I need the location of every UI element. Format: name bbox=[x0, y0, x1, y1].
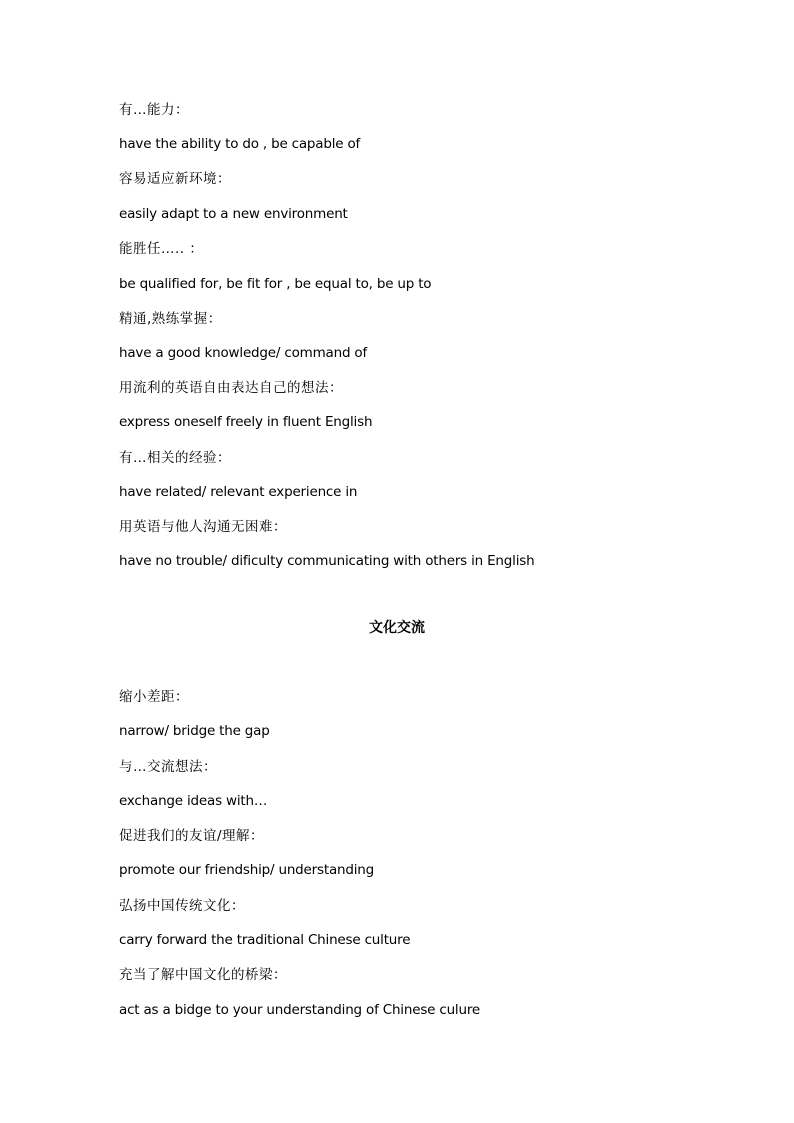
section-heading: 文化交流 bbox=[369, 620, 425, 636]
phrase-zh: 弘扬中国传统文化： bbox=[119, 898, 245, 914]
phrase-en: narrow/ bridge the gap bbox=[119, 723, 270, 739]
phrase-zh: 精通,熟练掌握： bbox=[119, 311, 222, 327]
phrase-zh: 充当了解中国文化的桥梁： bbox=[119, 967, 287, 983]
phrase-zh: 促进我们的友谊/理解： bbox=[119, 828, 265, 844]
phrase-en: be qualified for, be fit for , be equal to, be up to bbox=[119, 276, 432, 292]
phrase-en: exchange ideas with… bbox=[119, 793, 268, 809]
phrase-en: act as a bidge to your understanding of Chinese culure bbox=[119, 1002, 480, 1018]
phrase-zh: 缩小差距： bbox=[119, 689, 189, 705]
phrase-en: promote our friendship/ understanding bbox=[119, 862, 375, 878]
phrase-en: carry forward the traditional Chinese culture bbox=[119, 932, 411, 948]
phrase-zh: 与…交流想法： bbox=[119, 759, 217, 775]
phrase-zh: 有…能力： bbox=[119, 102, 189, 118]
phrase-en: have the ability to do , be capable of bbox=[119, 136, 361, 152]
phrase-zh: 用英语与他人沟通无困难： bbox=[119, 519, 287, 535]
phrase-en: easily adapt to a new environment bbox=[119, 206, 348, 222]
phrase-zh: 有…相关的经验： bbox=[119, 450, 231, 466]
phrase-en: have related/ relevant experience in bbox=[119, 484, 358, 500]
phrase-zh: 容易适应新环境： bbox=[119, 171, 231, 187]
phrase-en: have a good knowledge/ command of bbox=[119, 345, 368, 361]
phrase-zh: 用流利的英语自由表达自己的想法： bbox=[119, 380, 343, 396]
phrase-zh: 能胜任….. ： bbox=[119, 241, 204, 257]
phrase-en: express oneself freely in fluent English bbox=[119, 414, 373, 430]
phrase-en: have no trouble/ dificulty communicating with others in English bbox=[119, 553, 535, 569]
